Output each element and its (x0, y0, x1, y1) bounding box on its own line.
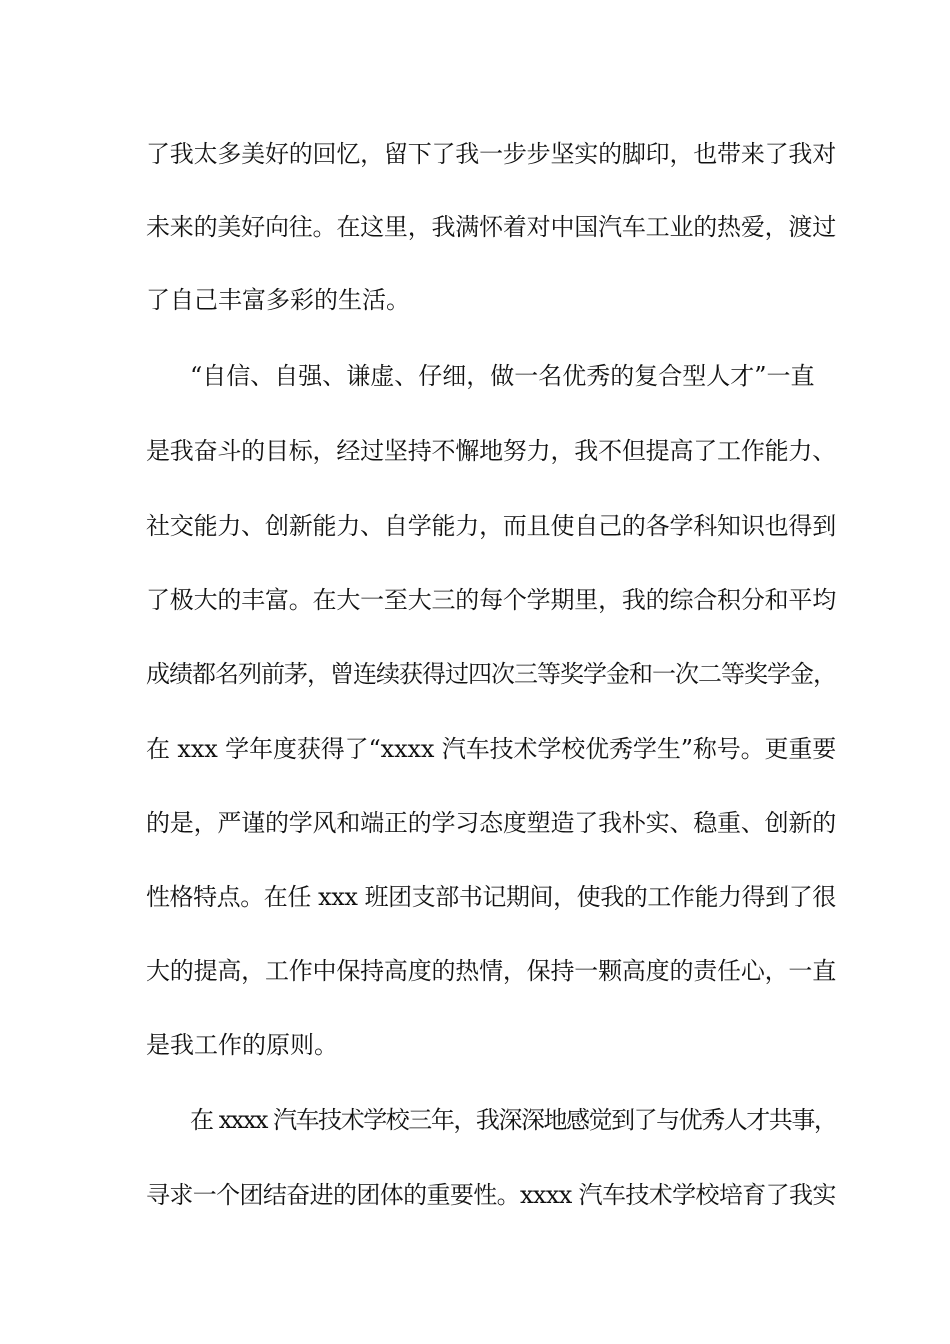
text-line: 大的提高，工作中保持高度的热情，保持一颗高度的责任心，一直 (146, 957, 836, 985)
text-line: 性格特点。在任 xxx 班团支部书记期间，使我的工作能力得到了很 (146, 883, 836, 911)
text-line: 成绩都名列前茅，曾连续获得过四次三等奖学金和一次二等奖学金， (146, 660, 836, 688)
text-line: 寻求一个团结奋进的团体的重要性。xxxx 汽车技术学校培育了我实 (146, 1181, 836, 1209)
text-line: 了极大的丰富。在大一至大三的每个学期里，我的综合积分和平均 (146, 586, 836, 614)
text-line: 社交能力、创新能力、自学能力，而且使自己的各学科知识也得到 (146, 512, 836, 540)
paragraph-start-line: 在 xxxx 汽车技术学校三年，我深深地感觉到了与优秀人才共事， (190, 1106, 837, 1134)
text-line: 了我太多美好的回忆，留下了我一步步坚实的脚印，也带来了我对 (146, 140, 836, 168)
text-line: 的是，严谨的学风和端正的学习态度塑造了我朴实、稳重、创新的 (146, 809, 836, 837)
text-line: 是我奋斗的目标，经过坚持不懈地努力，我不但提高了工作能力、 (146, 437, 836, 465)
text-line: 是我工作的原则。 (146, 1031, 338, 1059)
text-line: 了自己丰富多彩的生活。 (146, 286, 410, 314)
paragraph-start-line: “自信、自强、谦虚、仔细，做一名优秀的复合型人才”一直 (190, 362, 815, 390)
text-line: 未来的美好向往。在这里，我满怀着对中国汽车工业的热爱，渡过 (146, 213, 836, 241)
text-line: 在 xxx 学年度获得了“xxxx 汽车技术学校优秀学生”称号。更重要 (146, 735, 837, 763)
